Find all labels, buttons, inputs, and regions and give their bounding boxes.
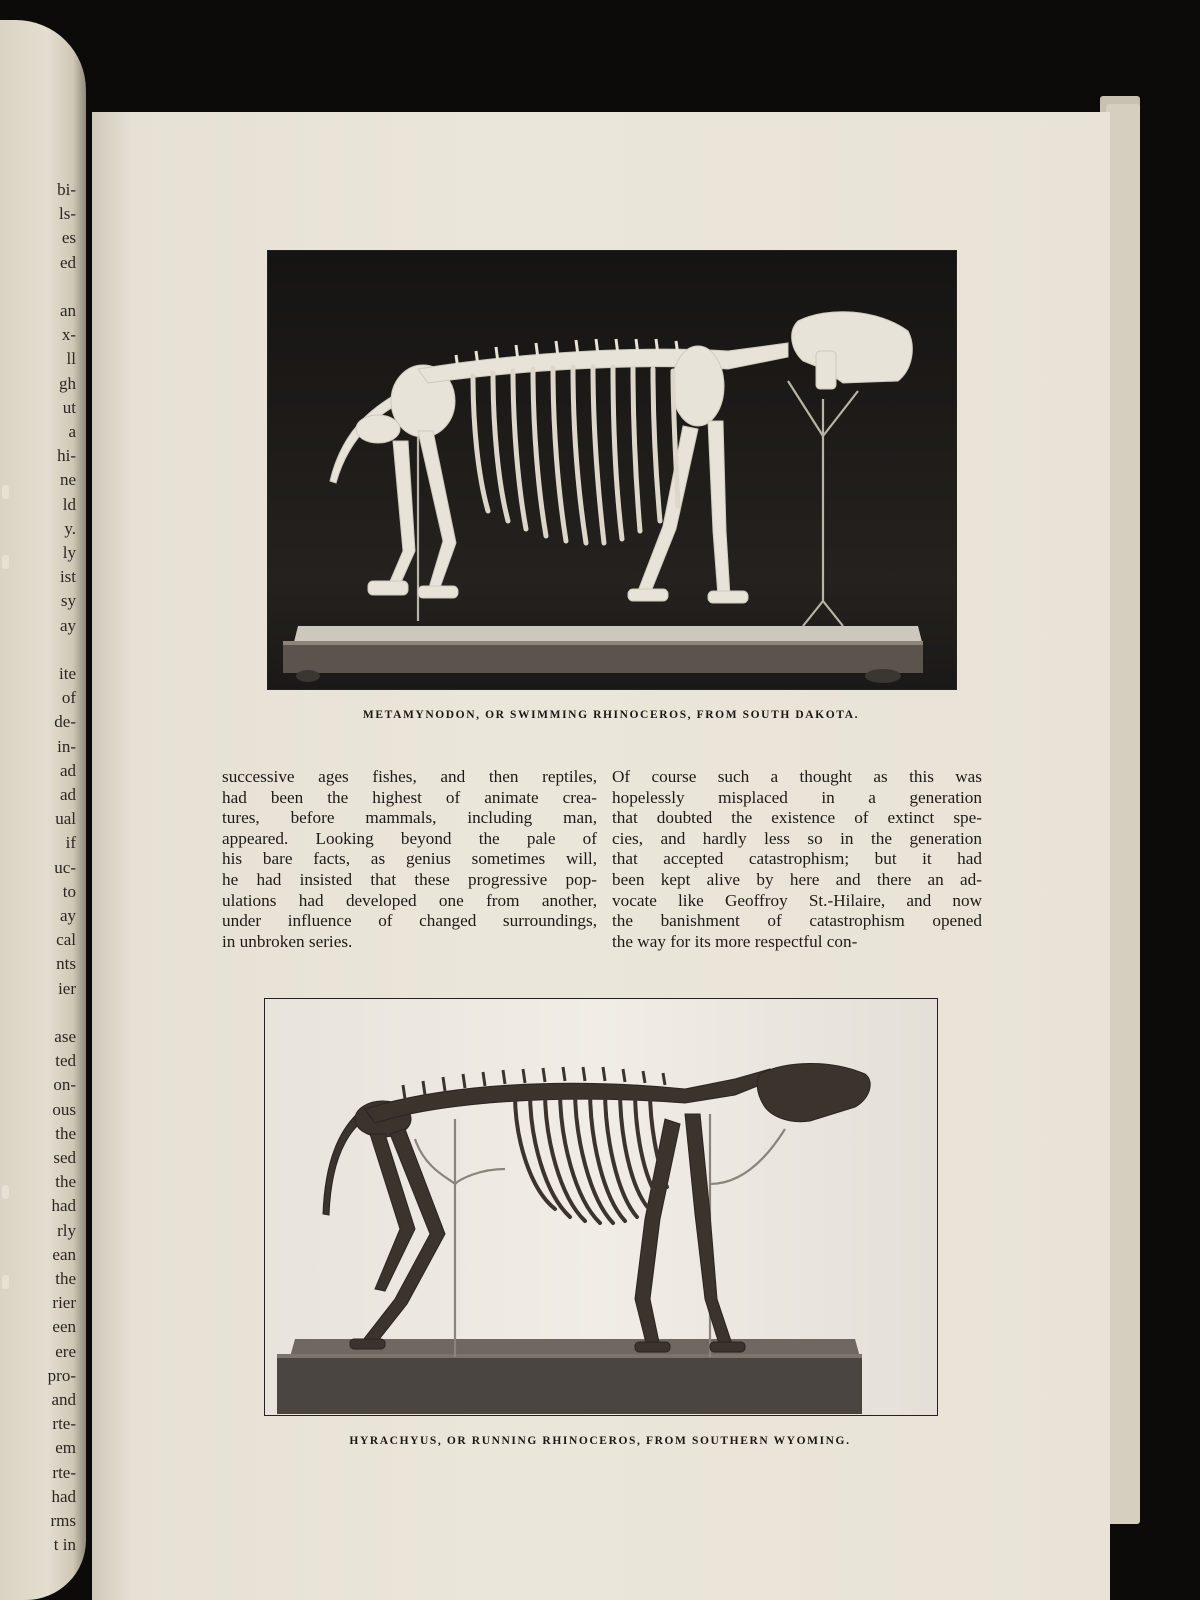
left-page-fragment: of xyxy=(61,688,76,708)
left-page-fragment: ite xyxy=(59,664,76,683)
left-page-fragment: ier xyxy=(58,978,76,998)
left-page-fragment: es xyxy=(61,228,76,248)
left-page-fragment: y. xyxy=(64,518,76,538)
left-page-fragment: ay xyxy=(59,615,76,635)
left-page-fragment: t in xyxy=(53,1535,76,1555)
left-page-fragment: hi- xyxy=(57,446,76,466)
left-page-fragment: em xyxy=(55,1438,76,1458)
left-page-fragment: had xyxy=(51,1486,76,1506)
left-page-fragment: in- xyxy=(57,736,76,756)
text-line: tures, before mammals, including man, xyxy=(222,808,597,828)
left-page-fragment: the xyxy=(55,1172,76,1192)
left-page-fragment: rte- xyxy=(52,1462,76,1482)
left-page-fragment: ll xyxy=(66,349,76,369)
left-page-fragment: to xyxy=(62,881,76,901)
left-page-fragment: de- xyxy=(54,712,76,732)
left-page-fragment: an xyxy=(59,301,76,320)
left-page-fragment: ad xyxy=(59,760,76,780)
left-page-fragment: rte- xyxy=(52,1414,76,1434)
book-page xyxy=(92,112,1110,1600)
left-page-fragment: rms xyxy=(50,1511,76,1530)
left-page-fragment: sy xyxy=(60,591,76,611)
text-line: his bare facts, as genius sometimes will, xyxy=(222,849,597,869)
left-page-fragment: the xyxy=(55,1123,76,1143)
left-page-fragment: had xyxy=(51,1196,76,1216)
left-page-fragment: ase xyxy=(54,1027,76,1046)
left-page-fragment: ist xyxy=(59,567,76,587)
left-page-fragment: the xyxy=(55,1269,76,1288)
left-page-fragment: ual xyxy=(55,809,76,829)
left-page-fragment: and xyxy=(51,1390,76,1409)
binding-stitch xyxy=(2,1185,9,1199)
page-edge xyxy=(1106,104,1140,1524)
text-line: under influence of changed surroundings, xyxy=(222,911,597,931)
left-page-fragment: een xyxy=(52,1317,76,1337)
left-page-fragment: ere xyxy=(55,1341,76,1361)
binding-stitch xyxy=(2,1275,9,1289)
left-page-fragment: ay xyxy=(59,906,76,925)
binding-stitch xyxy=(2,485,9,499)
left-page-fragment: gh xyxy=(59,373,76,393)
text-line: Of course such a thought as this was xyxy=(612,767,982,786)
left-page-fragment: on- xyxy=(53,1075,76,1095)
text-line: that accepted catastrophism; but it had xyxy=(612,849,982,869)
left-page-fragment: ne xyxy=(59,470,76,490)
left-page-text-fragments xyxy=(0,20,76,1600)
figure-metamynodon-photo xyxy=(267,250,957,690)
text-column-right xyxy=(612,767,982,952)
text-line: the way for its more respectful con- xyxy=(612,931,858,951)
left-page-fragment: uc- xyxy=(54,857,76,877)
left-page-fragment: pro- xyxy=(47,1365,76,1385)
left-page-fragment: ean xyxy=(52,1244,76,1264)
left-page-fragment: rier xyxy=(52,1293,76,1313)
left-page-fragment: x- xyxy=(61,325,76,345)
text-line: in unbroken series. xyxy=(222,931,353,951)
left-page-fragment: ed xyxy=(59,252,76,272)
figure-hyrachyus-photo xyxy=(264,998,938,1416)
left-page-fragment: ous xyxy=(52,1099,76,1119)
left-page-fragment: ted xyxy=(55,1051,76,1071)
left-page-fragment: nts xyxy=(56,954,76,974)
left-page-fragment: sed xyxy=(53,1148,76,1167)
text-line: hopelessly misplaced in a generation xyxy=(612,787,982,807)
text-line: appeared. Looking beyond the pale of xyxy=(222,828,597,848)
text-line: been kept alive by here and there an ad- xyxy=(612,869,982,889)
text-line: he had insisted that these progressive pop- xyxy=(222,869,597,889)
figure-hyrachyus-caption: HYRACHYUS, OR RUNNING RHINOCEROS, FROM SOUTHERN WYOMING. xyxy=(349,1435,851,1447)
left-facing-page xyxy=(0,20,86,1600)
text-line: ulations had developed one from another, xyxy=(222,890,597,910)
left-page-fragment: cal xyxy=(56,930,76,950)
text-line: successive ages fishes, and then reptiles, xyxy=(222,767,597,786)
left-page-fragment: if xyxy=(65,833,76,853)
text-column-left xyxy=(222,767,597,952)
left-page-fragment: ls- xyxy=(59,204,76,224)
binding-stitch xyxy=(2,555,9,569)
left-page-fragment: ut xyxy=(62,397,76,417)
text-line: had been the highest of animate crea- xyxy=(222,787,597,807)
left-page-fragment: rly xyxy=(57,1220,76,1240)
figure-metamynodon-caption: METAMYNODON, OR SWIMMING RHINOCEROS, FROM SOUTH DAKOTA. xyxy=(362,709,860,721)
text-line: that doubted the existence of extinct spe- xyxy=(612,808,982,828)
text-line: cies, and hardly less so in the generation xyxy=(612,828,982,848)
text-line: the banishment of catastrophism opened xyxy=(612,911,982,931)
left-page-fragment: ld xyxy=(62,494,76,514)
left-page-fragment: bi- xyxy=(57,180,76,199)
left-page-fragment: ly xyxy=(62,543,76,562)
left-page-fragment: a xyxy=(68,422,76,441)
left-page-fragment: ad xyxy=(59,785,76,804)
text-line: vocate like Geoffroy St.-Hilaire, and now xyxy=(612,890,982,910)
